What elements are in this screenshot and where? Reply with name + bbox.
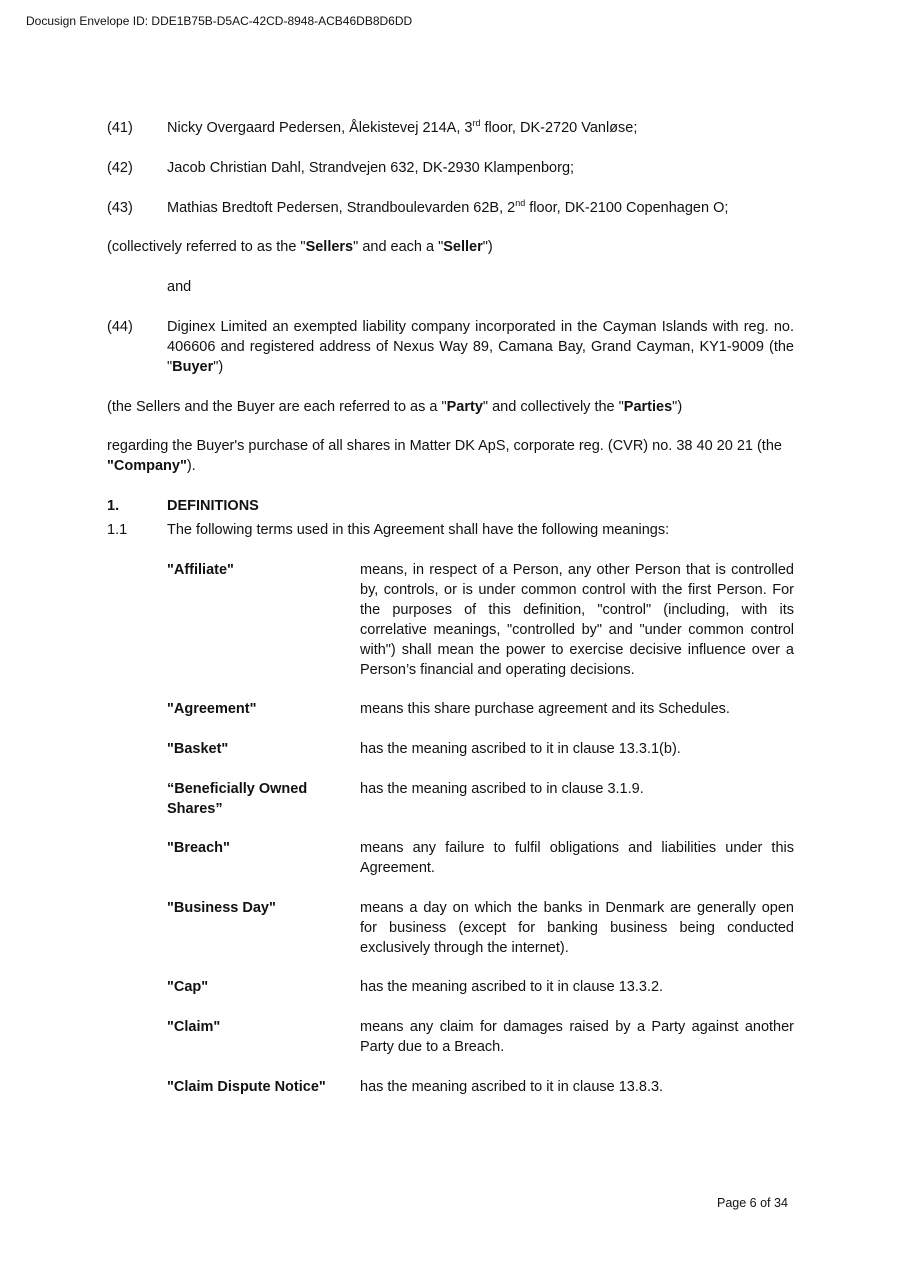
definition-term: "Claim" (167, 1019, 221, 1035)
definition-term: "Claim Dispute Notice" (167, 1079, 326, 1095)
definition-term: "Cap" (167, 979, 209, 995)
definition-term: "Affiliate" (167, 562, 234, 578)
definition-term: "Business Day" (167, 900, 276, 916)
clause-number: 1.1 (107, 522, 128, 538)
definition-term: "Breach" (167, 840, 230, 856)
party-text: Nicky Overgaard Pedersen, Ålekistevej 214A, 3rd floor, DK-2720 Vanløse; (167, 118, 638, 136)
and-text: and (167, 279, 192, 295)
definition-text: has the meaning ascribed to it in clause 13.3.2. (360, 979, 664, 995)
definition-text: means any failure to fulfil obligations and liabilities under this Agreement. (360, 840, 794, 876)
party-number: (42) (107, 160, 133, 176)
buyer-text: Diginex Limited an exempted liability company incorporated in the Cayman Islands with reg. no. 406606 and registered address of Nexus Way 89, Camana Bay, Grand Cayman, KY1-9009 (the "Buyer") (167, 319, 794, 375)
party-text: Mathias Bredtoft Pedersen, Strandboulevarden 62B, 2nd floor, DK-2100 Copenhagen O; (167, 198, 729, 216)
definition-text: has the meaning ascribed to it in clause 13.8.3. (360, 1079, 664, 1095)
definition-term: "Basket" (167, 741, 229, 757)
party-number: (44) (107, 319, 133, 335)
definition-text: means this share purchase agreement and its Schedules. (360, 701, 730, 717)
page-number: Page 6 of 34 (717, 1196, 788, 1210)
section-number: 1. (107, 498, 120, 514)
definition-term: “Beneficially Owned Shares” (167, 781, 308, 817)
definition-text: has the meaning ascribed to it in clause 13.3.1(b). (360, 741, 681, 757)
clause-text: The following terms used in this Agreement shall have the following meanings: (167, 522, 670, 538)
regarding-clause: regarding the Buyer's purchase of all shares in Matter DK ApS, corporate reg. (CVR) no. 38 40 20 21 (the "Company"). (107, 438, 782, 474)
definition-term: "Agreement" (167, 701, 257, 717)
definition-text: means, in respect of a Person, any other Person that is controlled by, controls, or is under common control with the first Person. For the purposes of this definition, "control" (including, with its correlative meanings, "controlled by" and "under common control with") shall mean the power to exercise decisive influence over a Person’s financial and operating decisions. (360, 562, 794, 678)
definition-text: means any claim for damages raised by a Party against another Party due to a Breach. (360, 1019, 794, 1055)
definition-text: has the meaning ascribed to in clause 3.1.9. (360, 781, 644, 797)
party-number: (41) (107, 120, 133, 136)
envelope-id: Docusign Envelope ID: DDE1B75B-D5AC-42CD-8948-ACB46DB8D6DD (26, 14, 413, 28)
party-number: (43) (107, 200, 133, 216)
definition-text: means a day on which the banks in Denmark are generally open for business (except for banking business being conducted exclusively through the internet). (360, 900, 794, 956)
sellers-clause: (collectively referred to as the "Sellers" and each a "Seller") (107, 239, 493, 255)
section-title: DEFINITIONS (167, 498, 259, 514)
parties-clause: (the Sellers and the Buyer are each referred to as a "Party" and collectively the "Parties") (107, 399, 683, 415)
party-text: Jacob Christian Dahl, Strandvejen 632, DK-2930 Klampenborg; (167, 160, 575, 176)
